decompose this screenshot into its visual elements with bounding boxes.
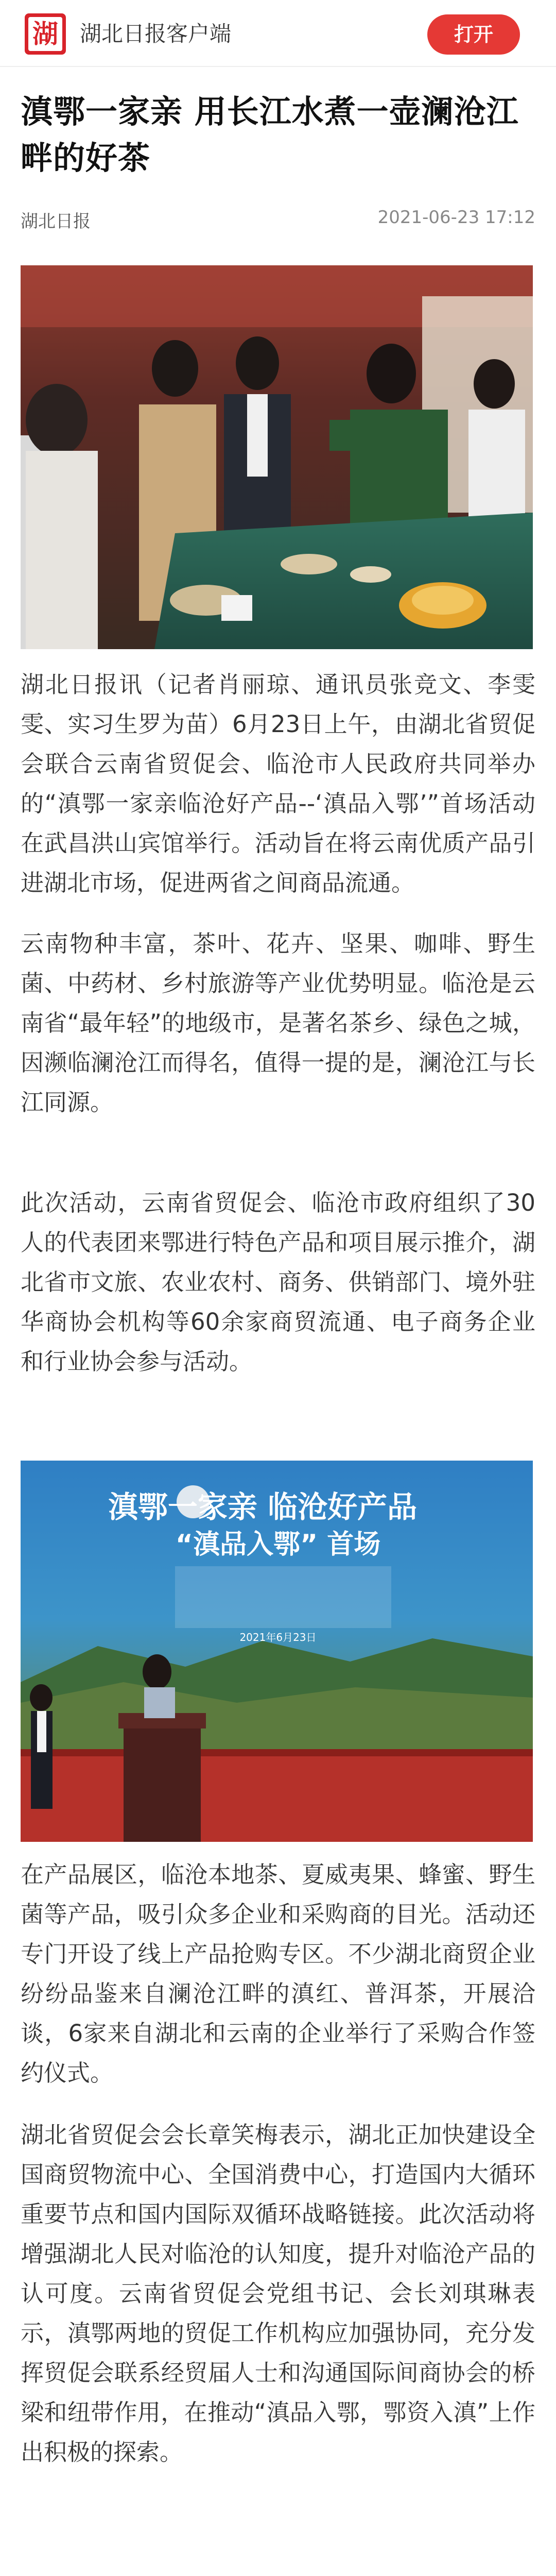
article-meta xyxy=(21,207,535,233)
article-source: 湖北日报 xyxy=(21,211,91,232)
banner-date: 2021年6月23日 xyxy=(239,1631,317,1643)
article-photo-stage xyxy=(21,1461,533,1842)
article-time: 2021-06-23 17:12 xyxy=(377,207,535,228)
article-photo-tea-tasting xyxy=(21,265,533,649)
banner-title: 滇鄂一家亲 临沧好产品 xyxy=(108,1489,418,1524)
app-header xyxy=(0,0,556,67)
article-paragraph: 在产品展区，临沧本地茶、夏威夷果、蜂蜜、野生菌等产品，吸引众多企业和采购商的目光。活动还专门开设了线上产品抢购专区。不少湖北商贸企业纷纷品鉴来自澜沧江畔的滇红、普洱茶，开展洽谈，6家来自湖北和云南的企业举行了采购合作签约仪式。 xyxy=(21,1861,535,2087)
tea-tasting-image xyxy=(21,265,533,649)
banner-subtitle: “滇品入鄂” 首场 xyxy=(175,1529,381,1560)
open-app-button[interactable]: 打开 xyxy=(427,14,520,55)
article-paragraph: 云南物种丰富，茶叶、花卉、坚果、咖啡、野生菌、中药材、乡村旅游等产业优势明显。临沧是云南省“最年轻”的地级市，是著名茶乡、绿色之城，因濒临澜沧江而得名，值得一提的是，澜沧江与长江同源。 xyxy=(21,930,535,1116)
article-paragraph: 此次活动，云南省贸促会、临沧市政府组织了30人的代表团来鄂进行特色产品和项目展示推介，湖北省市文旅、农业农村、商务、供销部门、境外驻华商协会机构等60余家商贸流通、电子商务企业和行业协会参与活动。 xyxy=(21,1189,535,1375)
app-logo-glyph: 湖 xyxy=(28,17,62,51)
app-name: 湖北日报客户端 xyxy=(80,21,232,46)
app-logo xyxy=(25,13,66,55)
article-paragraph: 湖北日报讯（记者肖丽琼、通讯员张竞文、李雯雯、实习生罗为苗）6月23日上午，由湖北省贸促会联合云南省贸促会、临沧市人民政府共同举办的“滇鄂一家亲临沧好产品--‘滇品入鄂’”首场活动在武昌洪山宾馆举行。活动旨在将云南优质产品引进湖北市场，促进两省之间商品流通。 xyxy=(21,671,535,896)
article-title: 滇鄂一家亲 用长江水煮一壶澜沧江畔的好茶 xyxy=(21,93,519,177)
article-paragraph: 湖北省贸促会会长章笑梅表示，湖北正加快建设全国商贸物流中心、全国消费中心，打造国内大循环重要节点和国内国际双循环战略链接。此次活动将增强湖北人民对临沧的认知度，提升对临沧产品的认可度。云南省贸促会党组书记、会长刘琪琳表示，滇鄂两地的贸促工作机构应加强协同，充分发挥贸促会联系经贸届人士和沟通国际间商协会的桥梁和纽带作用，在推动“滇品入鄂，鄂资入滇”上作出积极的探索。 xyxy=(21,2121,535,2466)
stage-image xyxy=(21,1461,533,1842)
